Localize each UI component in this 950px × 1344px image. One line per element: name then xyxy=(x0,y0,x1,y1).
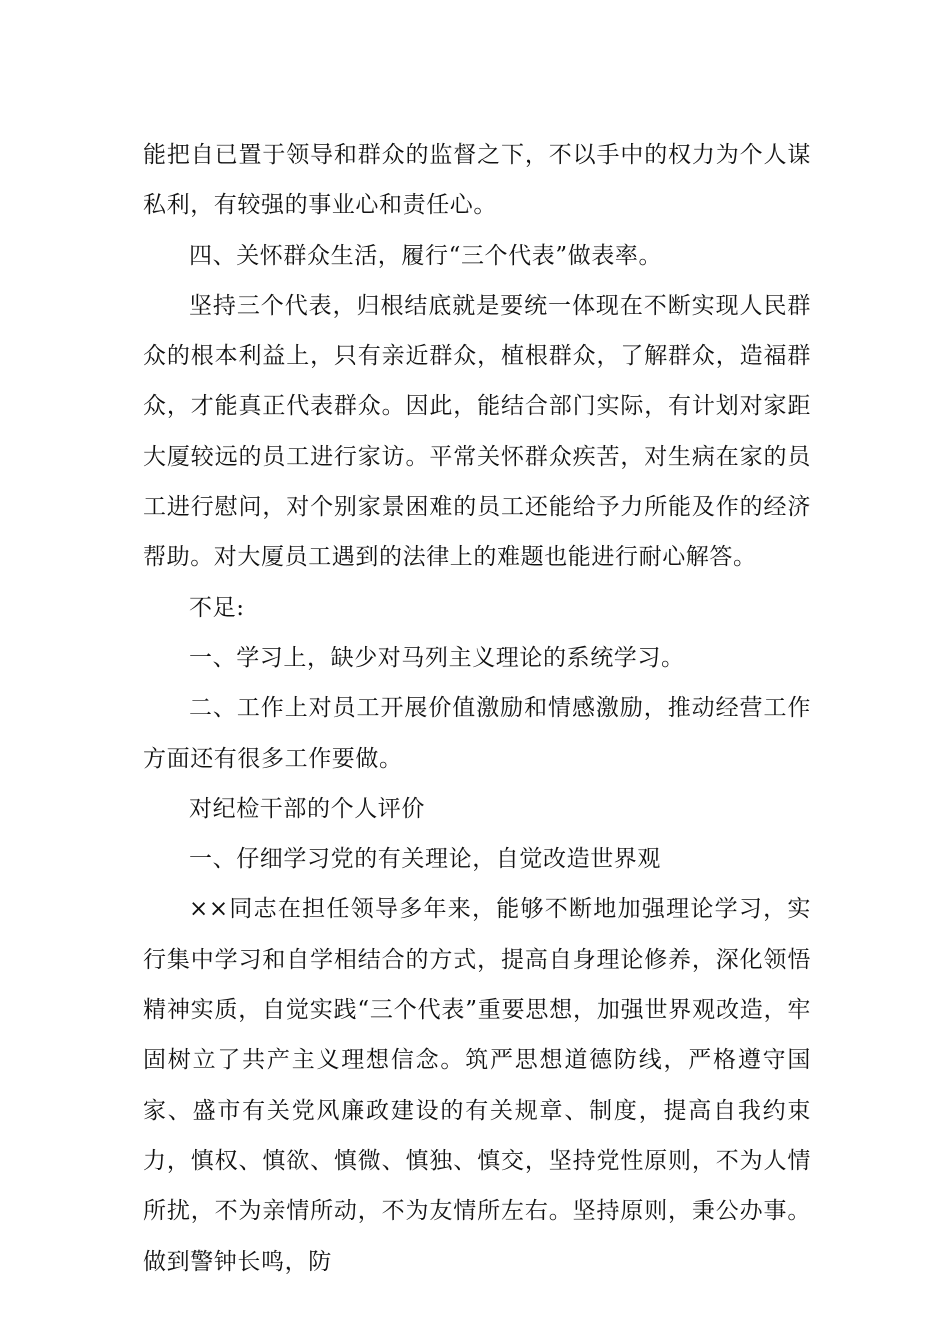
paragraph-1: 能把自已置于领导和群众的监督之下，不以手中的权力为个人谋私利，有较强的事业心和责任心。 xyxy=(143,142,811,219)
paragraph-4: 不足: xyxy=(189,594,245,621)
paragraph-9: ××同志在担任领导多年来，能够不断地加强理论学习，实行集中学习和自学相结合的方式，提高自身理论修养，深化领悟精神实质，自觉实践“三个代表”重要思想，加强世界观改造，牢固树立了共产主义理想信念。筑严思想道德防线，严格遵守国家、盛市有关党风廉政建设的有关规章、制度，提高自我约束力，慎权、慎欲、慎微、慎独、慎交，坚持党性原则，不为人情所扰，不为亲情所动，不为友情所左右。坚持原则，秉公办事。做到警钟长鸣，防 xyxy=(143,896,811,1275)
paragraph-5: 一、学习上，缺少对马列主义理论的系统学习。 xyxy=(189,644,685,671)
document-body xyxy=(143,130,811,1287)
paragraph-6: 二、工作上对员工开展价值激励和情感激励，推动经营工作方面还有很多工作要做。 xyxy=(143,695,811,772)
paragraph-2: 四、关怀群众生活，履行“三个代表”做表率。 xyxy=(189,242,663,269)
section-heading: 对纪检干部的个人评价 xyxy=(189,795,425,822)
paragraph-3: 坚持三个代表，归根结底就是要统一体现在不断实现人民群众的根本利益上，只有亲近群众，植根群众，了解群众，造福群众，才能真正代表群众。因此，能结合部门实际，有计划对家距大厦较远的员工进行家访。平常关怀群众疾苦，对生病在家的员工进行慰问，对个别家景困难的员工还能给予力所能及作的经济帮助。对大厦员工遇到的法律上的难题也能进行耐心解答。 xyxy=(143,292,811,571)
paragraph-8: 一、仔细学习党的有关理论，自觉改造世界观 xyxy=(189,846,661,873)
